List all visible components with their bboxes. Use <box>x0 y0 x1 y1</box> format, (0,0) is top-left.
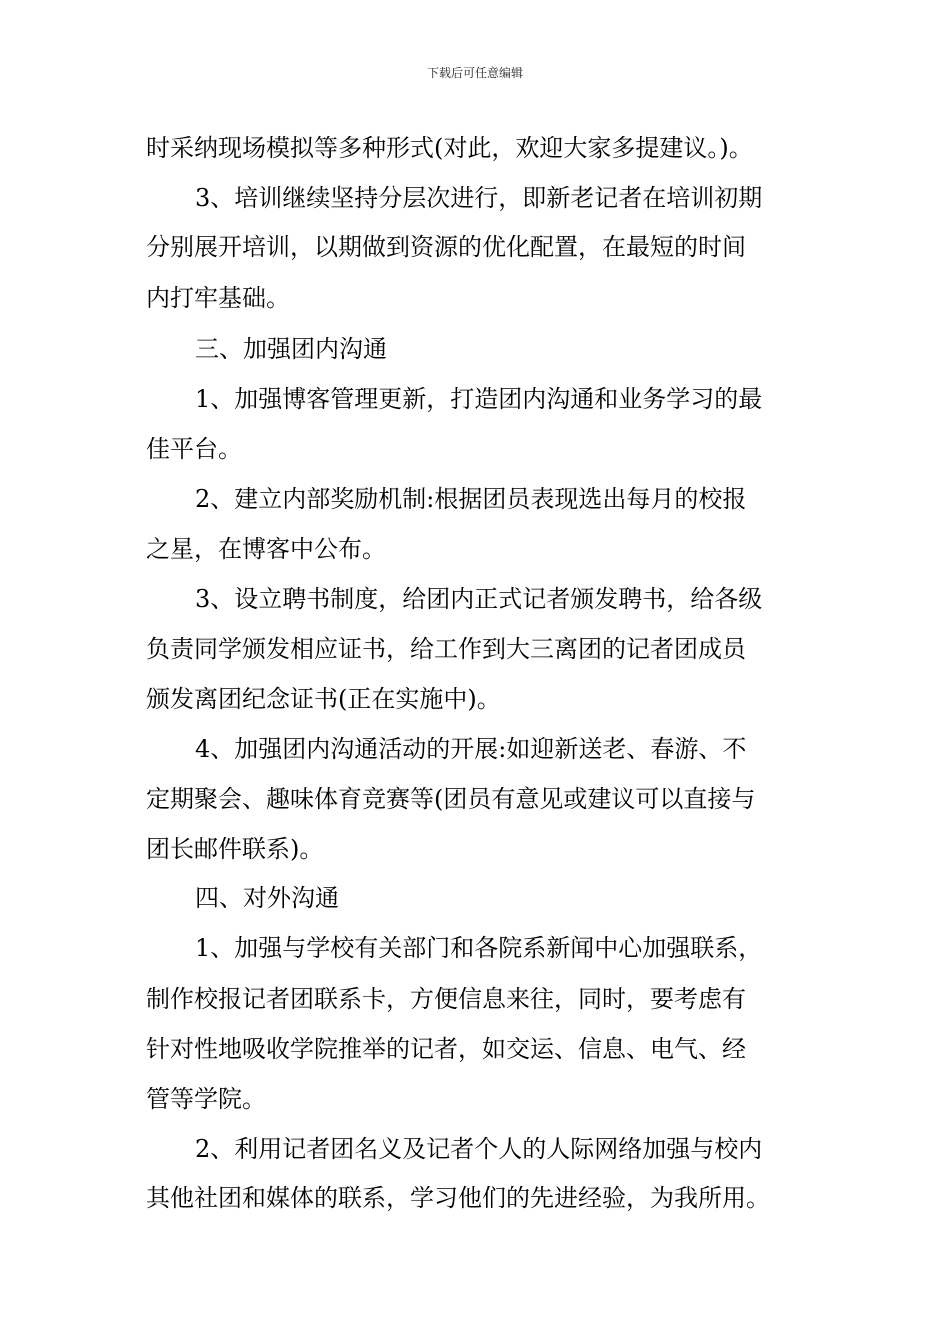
text-line: 分别展开培训，以期做到资源的优化配置，在最短的时间 <box>146 233 746 261</box>
text-line: 负责同学颁发相应证书，给工作到大三离团的记者团成员 <box>146 635 746 663</box>
text-line: 其他社团和媒体的联系，学习他们的先进经验，为我所用。 <box>146 1184 770 1212</box>
text-line: 制作校报记者团联系卡，方便信息来往，同时，要考虑有 <box>146 985 746 1013</box>
section-heading: 四、对外沟通 <box>195 884 339 912</box>
text-line: 针对性地吸收学院推举的记者，如交运、信息、电气、经 <box>146 1035 746 1063</box>
text-line: 管等学院。 <box>146 1085 266 1113</box>
text-line: 3、培训继续坚持分层次进行，即新老记者在培训初期 <box>195 184 763 212</box>
text-line: 时采纳现场模拟等多种形式(对此，欢迎大家多提建议。)。 <box>146 134 753 162</box>
text-line: 之星，在博客中公布。 <box>146 535 386 563</box>
text-line: 团长邮件联系)。 <box>146 835 324 863</box>
text-line: 1、加强博客管理更新，打造团内沟通和业务学习的最 <box>195 385 763 413</box>
page-header: 下载后可任意编辑 <box>426 66 523 80</box>
text-line: 3、设立聘书制度，给团内正式记者颁发聘书，给各级 <box>195 585 763 613</box>
text-line: 2、利用记者团名义及记者个人的人际网络加强与校内 <box>195 1135 763 1163</box>
text-line: 颁发离团纪念证书(正在实施中)。 <box>146 685 501 713</box>
text-line: 1、加强与学校有关部门和各院系新闻中心加强联系， <box>195 934 763 962</box>
text-line: 2、建立内部奖励机制:根据团员表现选出每月的校报 <box>195 485 747 513</box>
text-line: 4、加强团内沟通活动的开展:如迎新送老、春游、不 <box>195 735 747 763</box>
section-heading: 三、加强团内沟通 <box>195 335 387 363</box>
text-line: 内打牢基础。 <box>146 284 290 312</box>
text-line: 定期聚会、趣味体育竞赛等(团员有意见或建议可以直接与 <box>146 785 756 813</box>
text-line: 佳平台。 <box>146 435 242 463</box>
